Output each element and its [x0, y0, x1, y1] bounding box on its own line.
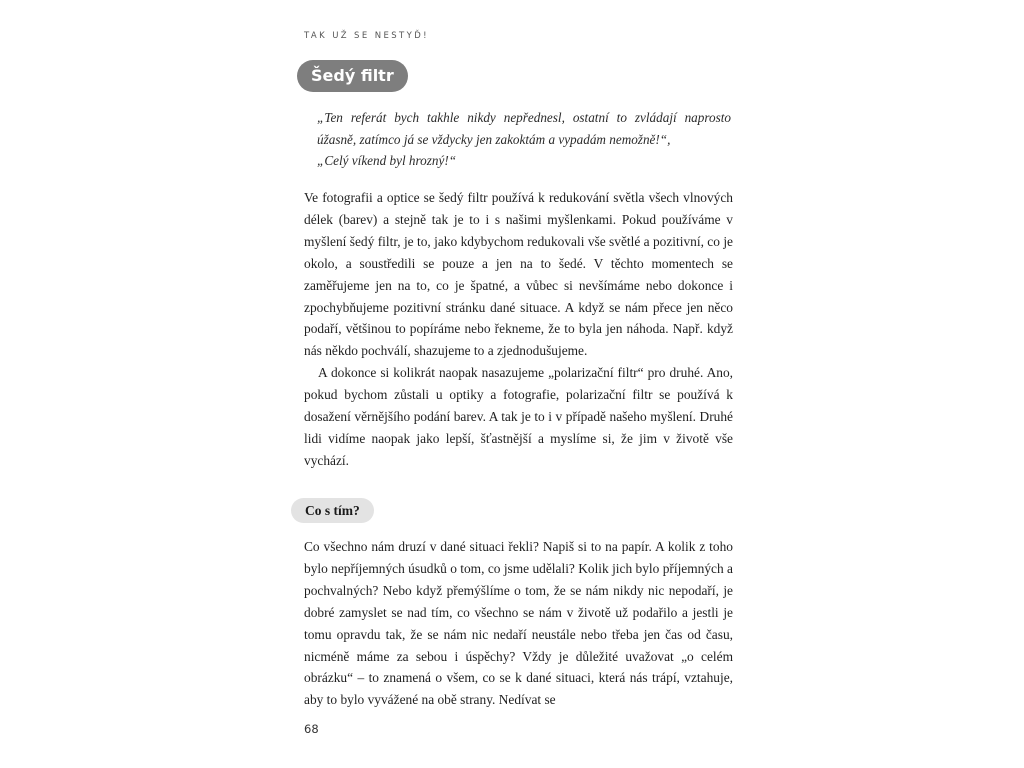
paragraph: Ve fotografii a optice se šedý filtr používá k redukování světla všech vlnových délek (barev) a stejně tak je to i s našimi myšlenkami. Pokud používáme v myšlení šedý filtr, je to, jako kdybychom redukovali vše světlé a pozitivní, co je okolo, a soustředili se pouze a jen na to šedé. V těchto momentech se zaměřujeme jen na to, co je špatné, a vůbec si nevšímáme nebo dokonce i zpochybňujeme pozitivní stránku dané situace. A když se nám přece jen něco podaří, většinou to popíráme nebo řekneme, že to byla jen náhoda. Např. když nás někdo pochválí, shazujeme to a zjednodušujeme. [304, 190, 733, 359]
paragraph: A dokonce si kolikrát naopak nasazujeme „polarizační filtr“ pro druhé. Ano, pokud bychom zůstali u optiky a fotografie, polarizační filtr se používá k dosažení věrnějšího podání barev. A tak je to i v případě našeho myšlení. Druhé lidi vidíme naopak jako lepší, šťastnější a myslíme si, že jim v životě vše vychází. [304, 365, 733, 468]
quote-block [317, 107, 731, 172]
body-text [304, 187, 733, 472]
quote-line: „Celý víkend byl hrozný!“ [317, 153, 457, 168]
subsection-title: Co s tím? [291, 498, 374, 523]
page-number: 68 [304, 722, 319, 736]
subsection-text [304, 536, 733, 711]
section-title: Šedý filtr [297, 60, 408, 92]
running-header: TAK UŽ SE NESTYĎ! [304, 31, 429, 41]
quote-line: „Ten referát bych takhle nikdy nepřednesl, ostatní to zvládají naprosto úžasně, zatímco já se vždycky jen zakoktám a vypadám nemožně!“, [317, 110, 731, 147]
paragraph: Co všechno nám druzí v dané situaci řekli? Napiš si to na papír. A kolik z toho bylo nepříjemných úsudků o tom, co jsme udělali? Kolik jich bylo příjemných a pochvalných? Nebo když přemýšlíme o tom, že se nám nikdy nic nepodaří, je dobré zamyslet se nad tím, co všechno se nám v životě už podařilo a jestli je tomu opravdu tak, že se nám nic nedaří neustále nebo třeba jen čas od času, nicméně máme za sebou i úspěchy? Vždy je důležité uvažovat „o celém obrázku“ – to znamená o všem, co se k dané situaci, která nás trápí, vztahuje, aby to bylo vyvážené na obě strany. Nedívat se [304, 539, 733, 708]
